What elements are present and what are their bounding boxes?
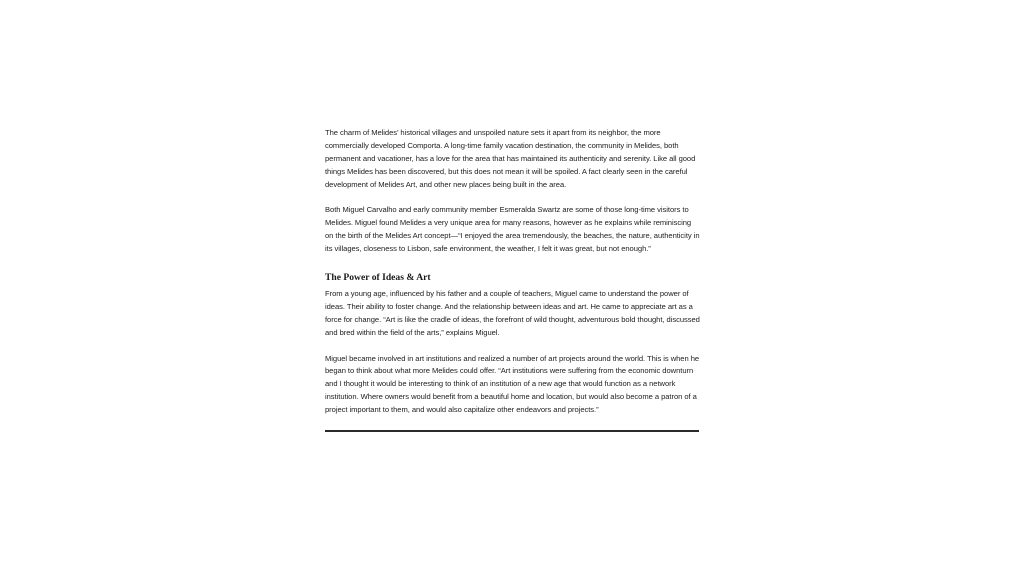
article-body (325, 127, 700, 432)
paragraph-power-of-ideas: From a young age, influenced by his father and a couple of teachers, Miguel came to understand the power of ideas. Their ability to foster change. And the relationship between ideas and art. He came to appreciate art as a force for change. “Art is like the cradle of ideas, the forefront of wild thought, adventurous bold thought, discussed and bred within the field of the arts,” explains Miguel. (325, 289, 700, 337)
paragraph-long-time-visitors: Both Miguel Carvalho and early community member Esmeralda Swartz are some of those long-time visitors to Melides. Miguel found Melides a very unique area for many reasons, however as he explains while reminiscing on the birth of the Melides Art concept—“I enjoyed the area tremendously, the beaches, the nature, authenticity in its villages, closeness to Lisbon, safe environment, the weather, I felt it was great, but not enough.” (325, 205, 700, 254)
section-heading: The Power of Ideas & Art (325, 272, 431, 284)
paragraph-art-institutions: Miguel became involved in art institutions and realized a number of art projects around the world. This is when he began to think about what more Melides could offer. “Art institutions were suffering from the economic downturn and I thought it would be interesting to think of an institution of a new age that would function as a network institution. Where owners would benefit from a beautiful home and location, but would also become a patron of a project important to them, and would also capitalize other endeavors and projects.” (325, 353, 700, 415)
paragraph-melides-charm: The charm of Melides’ historical villages and unspoiled nature sets it apart from its neighbor, the more commercially developed Comporta. A long-time family vacation destination, the community in Melides, both permanent and vacationer, has a love for the area that has maintained its authenticity and serenity. Like all good things Melides has been discovered, but this does not mean it will be spoiled. A fact clearly seen in the careful development of Melides Art, and other new places being built in the area. (325, 128, 696, 189)
section-divider (325, 430, 699, 432)
